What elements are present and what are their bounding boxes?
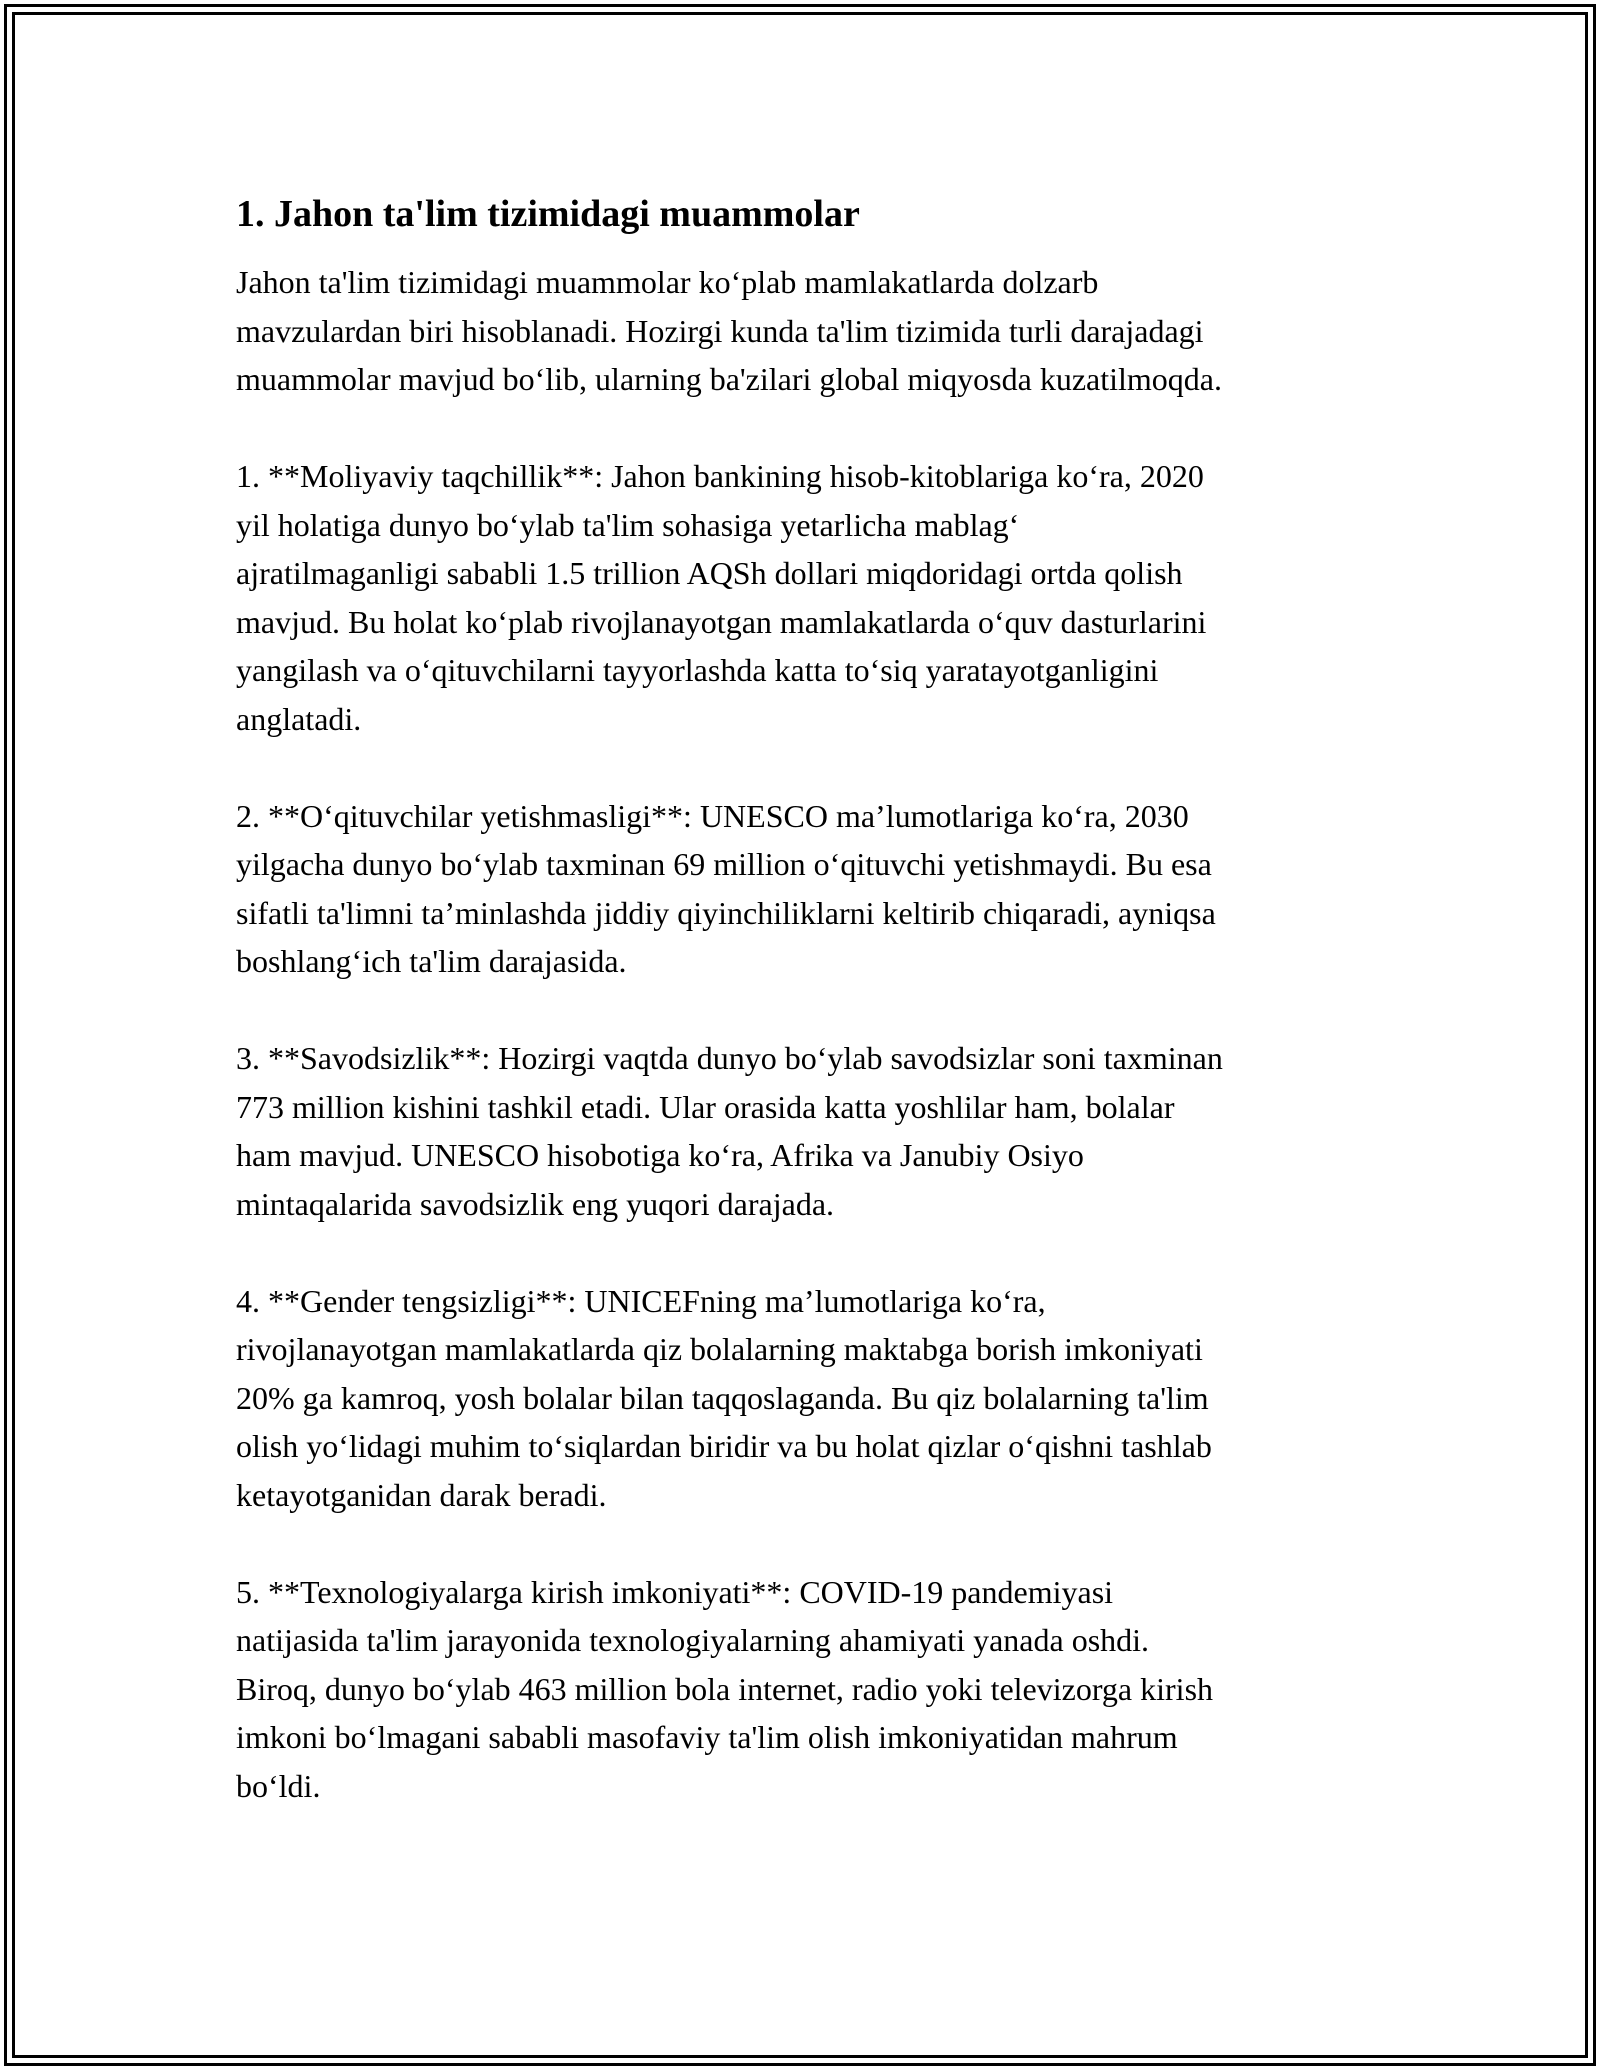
item-financial-deficit — [236, 452, 1376, 743]
paragraph-line: ketayotganidan darak beradi. — [236, 1476, 607, 1513]
item-gender-inequality — [236, 1277, 1376, 1520]
paragraph-line: Biroq, dunyo bo‘ylab 463 million bola internet, radio yoki televizorga kirish — [236, 1670, 1214, 1707]
section-title: 1. Jahon ta'lim tizimidagi muammolar — [236, 193, 860, 235]
paragraph-line: Jahon ta'lim tizimidagi muammolar ko‘plab mamlakatlarda dolzarb — [236, 264, 1099, 300]
paragraph-line: 2. **O‘qituvchilar yetishmasligi**: UNESCO ma’lumotlariga ko‘ra, 2030 — [236, 797, 1189, 834]
paragraph-line: yil holatiga dunyo bo‘ylab ta'lim sohasiga yetarlicha mablag‘ — [236, 506, 1020, 543]
item-illiteracy — [236, 1034, 1376, 1228]
paragraph-line: mintaqalarida savodsizlik eng yuqori darajada. — [236, 1185, 835, 1222]
paragraph-line: 4. **Gender tengsizligi**: UNICEFning ma’lumotlariga ko‘ra, — [236, 1282, 1046, 1319]
item-technology-access — [236, 1568, 1376, 1811]
paragraph-line: boshlang‘ich ta'lim darajasida. — [236, 943, 627, 979]
paragraph-line: sifatli ta'limni ta’minlashda jiddiy qiyinchiliklarni keltirib chiqaradi, ayniqsa — [236, 894, 1216, 931]
paragraph-line: 1. **Moliyaviy taqchillik**: Jahon bankining hisob-kitoblariga ko‘ra, 2020 — [236, 458, 1204, 494]
paragraph-line: anglatadi. — [236, 700, 362, 737]
paragraph-line: olish yo‘lidagi muhim to‘siqlardan biridir va bu holat qizlar o‘qishni tashlab — [236, 1428, 1212, 1464]
paragraph-line: muammolar mavjud bo‘lib, ularning ba'zilari global miqyosda kuzatilmoqda. — [236, 361, 1222, 397]
item-teacher-shortage — [236, 792, 1376, 986]
paragraph-line: 5. **Texnologiyalarga kirish imkoniyati**: COVID-19 pandemiyasi — [236, 1573, 1114, 1610]
paragraph-line: yangilash va o‘qituvchilarni tayyorlashda katta to‘siq yaratayotganligini — [236, 652, 1159, 688]
paragraph-line: natijasida ta'lim jarayonida texnologiyalarning ahamiyati yanada oshdi. — [236, 1622, 1150, 1658]
document-body — [236, 190, 1376, 1859]
paragraph-line: rivojlanayotgan mamlakatlarda qiz bolalarning maktabga borish imkoniyati — [236, 1331, 1203, 1367]
paragraph-line: ham mavjud. UNESCO hisobotiga ko‘ra, Afrika va Janubiy Osiyo — [236, 1137, 1084, 1173]
paragraph-line: ajratilmaganligi sababli 1.5 trillion AQSh dollari miqdoridagi ortda qolish — [236, 555, 1183, 591]
paragraph-line: mavzulardan biri hisoblanadi. Hozirgi kunda ta'lim tizimida turli darajadagi — [236, 312, 1204, 349]
paragraph-line: yilgacha dunyo bo‘ylab taxminan 69 million o‘qituvchi yetishmaydi. Bu esa — [236, 846, 1212, 882]
paragraph-line: 3. **Savodsizlik**: Hozirgi vaqtda dunyo bo‘ylab savodsizlar soni taxminan — [236, 1040, 1223, 1076]
paragraph-line: 773 million kishini tashkil etadi. Ular orasida katta yoshlilar ham, bolalar — [236, 1088, 1175, 1125]
intro-paragraph — [236, 258, 1376, 404]
paragraph-line: bo‘ldi. — [236, 1767, 321, 1804]
paragraph-line: mavjud. Bu holat ko‘plab rivojlanayotgan mamlakatlarda o‘quv dasturlarini — [236, 603, 1207, 640]
paragraph-line: imkoni bo‘lmagani sababli masofaviy ta'lim olish imkoniyatidan mahrum — [236, 1719, 1178, 1755]
paragraph-line: 20% ga kamroq, yosh bolalar bilan taqqoslaganda. Bu qiz bolalarning ta'lim — [236, 1379, 1209, 1416]
